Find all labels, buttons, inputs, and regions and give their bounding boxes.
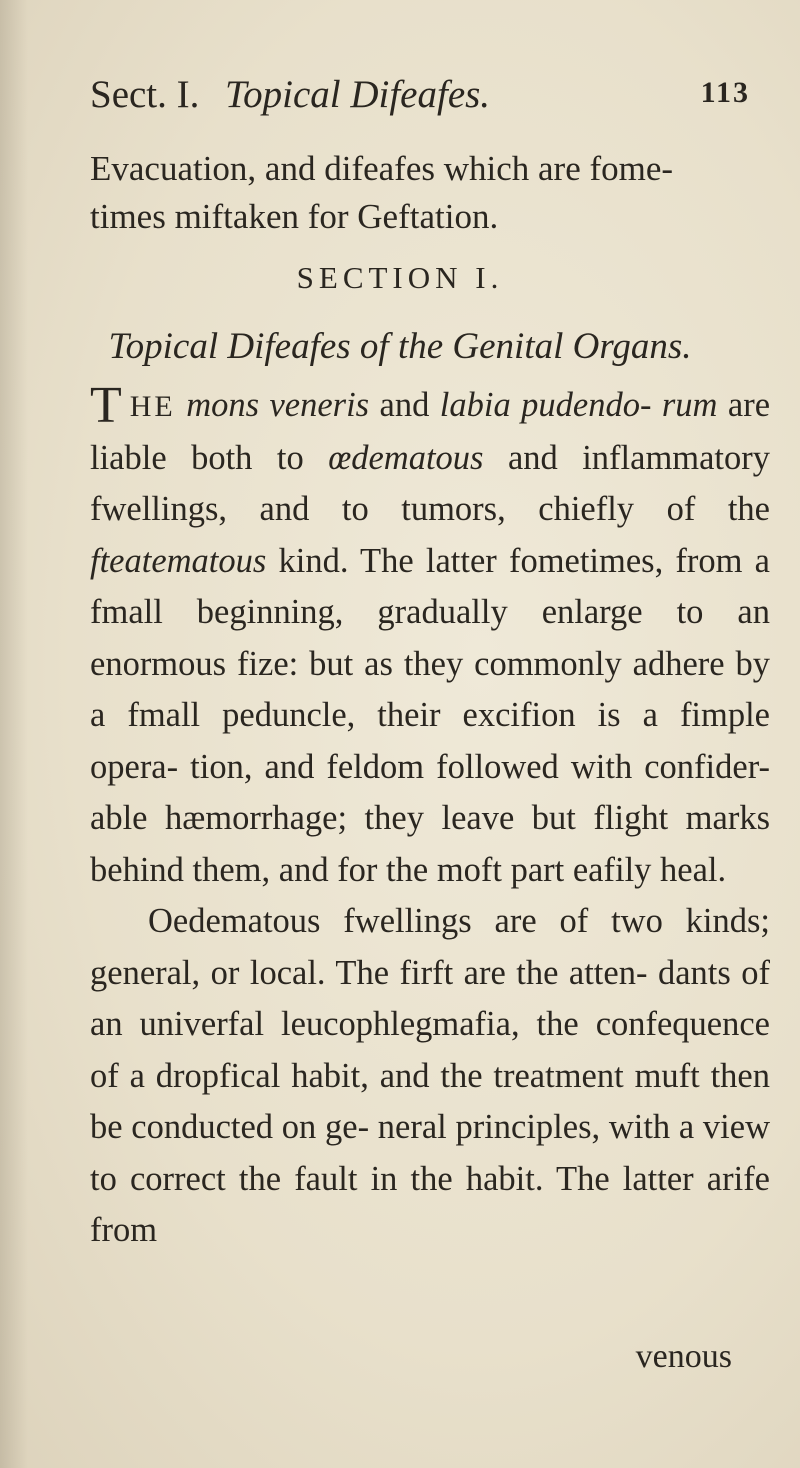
italic-term: labia pudendo- bbox=[439, 386, 652, 424]
drop-cap: T bbox=[90, 377, 122, 434]
running-title: Topical Difeafes. bbox=[225, 73, 491, 116]
intro-continuation bbox=[90, 145, 770, 241]
italic-term: rum bbox=[661, 386, 718, 424]
paragraph-1 bbox=[90, 377, 771, 896]
catchword: venous bbox=[635, 1338, 732, 1375]
running-header bbox=[90, 72, 750, 122]
intro-line-2: times miftaken for Geftation. bbox=[90, 197, 499, 236]
page-edge-shadow bbox=[0, 0, 28, 1468]
intro-line-1: Evacuation, and difeafes which are fome- bbox=[90, 149, 674, 188]
text-run bbox=[176, 386, 186, 424]
text-run: and bbox=[369, 386, 440, 424]
text-run: are liable both to bbox=[90, 386, 771, 477]
small-caps-word: HE bbox=[129, 390, 176, 423]
section-heading: SECTION I. bbox=[296, 260, 504, 295]
italic-term: fteatematous bbox=[90, 541, 267, 580]
section-title: Topical Difeafes of the Genital Organs. bbox=[108, 326, 692, 367]
section-reference: Sect. I. bbox=[90, 73, 200, 116]
italic-term: œdematous bbox=[328, 438, 484, 477]
text-run: and inflammatory fwellings, and to tumors, chiefly of the bbox=[90, 438, 770, 528]
page-number: 113 bbox=[700, 76, 750, 109]
body-text bbox=[90, 377, 771, 1257]
italic-term: mons veneris bbox=[186, 386, 370, 424]
text-run: kind. The latter fometimes, from a fmall beginning, gradually enlarge to an enormous fize: but as they commonly adhere by a fmall peduncle, their excifion is a fimple opera- tion, and feldom followed with confider- able hæmorrhage; they leave but flight marks behind them, and for the moft part eafily heal. bbox=[90, 541, 770, 889]
paragraph-2: Oedematous fwellings are of two kinds; general, or local. The firft are the atten- dants of an univerfal leucophlegmafia, the confequence of a dropfical habit, and the treatment muft then be conducted on ge- neral principles, with a view to correct the fault in the habit. The latter arife from bbox=[90, 902, 770, 1249]
